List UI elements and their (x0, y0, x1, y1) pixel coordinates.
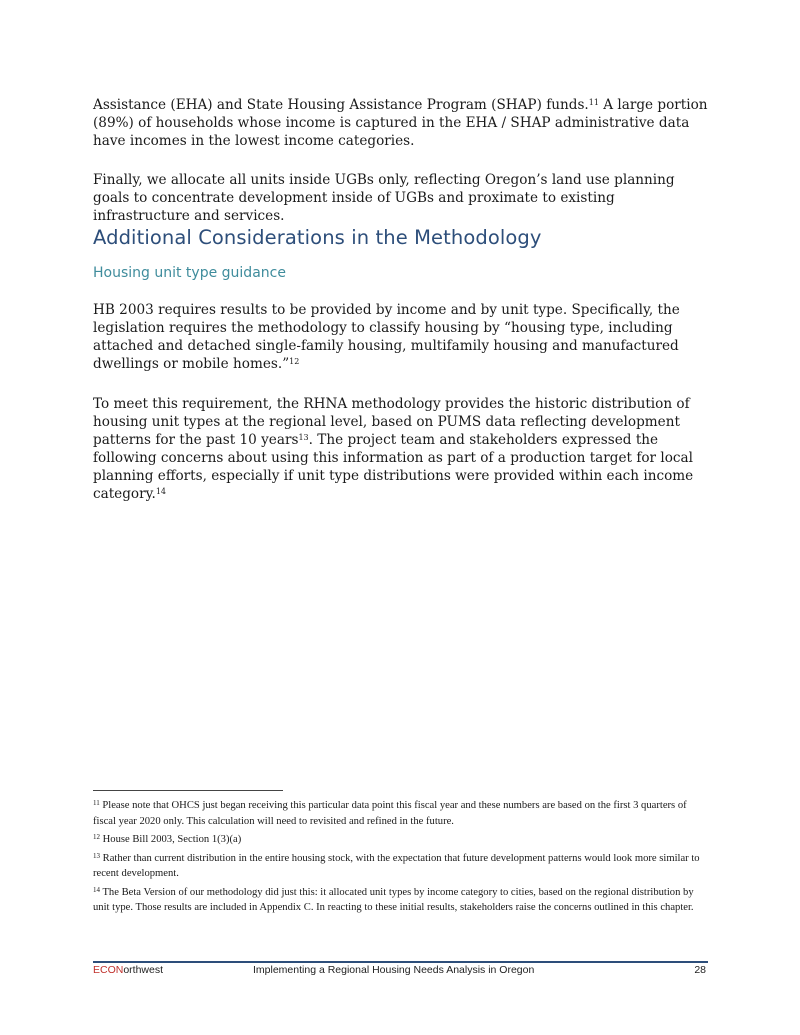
paragraph-funding (93, 96, 710, 150)
footnote-text: The Beta Version of our methodology did just this: it allocated unit types by income category to cities, based on the regional distribution by unit type. Those results are included in Appendix C. In reacting to these initial results, stakeholders raise the concerns outlined in this chapter. (93, 886, 694, 913)
paragraph-requirement (93, 395, 710, 503)
page-number: 28 (694, 964, 706, 976)
footnote-13 (93, 851, 710, 882)
footnote-14 (93, 885, 710, 916)
page-footer (93, 964, 708, 980)
subsection-heading: Housing unit type guidance (93, 265, 286, 281)
footnote-text: Please note that OHCS just began receiving this particular data point this fiscal year and these numbers are based on the first 3 quarters of fiscal year 2020 only. This calculation will need to revisited and refined in the future. (93, 800, 687, 827)
footnote-ref-14[interactable]: 14 (155, 487, 166, 496)
footnote-text: House Bill 2003, Section 1(3)(a) (100, 834, 242, 845)
footnote-ref-12[interactable]: 12 (289, 357, 300, 366)
footer-document-title: Implementing a Regional Housing Needs Analysis in Oregon (253, 964, 535, 976)
org-suffix: orthwest (123, 964, 164, 976)
paragraph-text: HB 2003 requires results to be provided by income and by unit type. Specifically, the legislation requires the methodology to classify housing by “housing type, including attached and detached single-family housing, multifamily housing and manufactured dwellings or mobile homes.” (93, 302, 680, 372)
footnotes (93, 798, 710, 919)
footnote-12 (93, 832, 710, 848)
footnote-number: 13 (93, 851, 100, 860)
paragraph-text: . The project team and stakeholders expressed the following concerns about using this information as part of a production target for local planning efforts, especially if unit type distributions were provided within each income category. (93, 432, 694, 502)
paragraph-text: To meet this requirement, the RHNA methodology provides the historic distribution of housing unit types at the regional level, based on PUMS data reflecting development patterns for the past 10 years (93, 396, 690, 448)
footnote-ref-13[interactable]: 13 (298, 433, 309, 442)
footnote-number: 14 (93, 885, 100, 894)
footer-org-name (93, 964, 163, 976)
paragraph-text: Assistance (EHA) and State Housing Assistance Program (SHAP) funds. (93, 97, 589, 113)
footnote-number: 12 (93, 833, 100, 841)
section-heading: Additional Considerations in the Methodology (93, 226, 542, 249)
footnote-number: 11 (93, 799, 100, 807)
footnote-text: Rather than current distribution in the entire housing stock, with the expectation that future development patterns would look more similar to recent development. (93, 852, 700, 879)
paragraph-ugb-allocation: Finally, we allocate all units inside UGBs only, reflecting Oregon’s land use planning goals to concentrate development inside of UGBs and proximate to existing infrastructure and services. (93, 172, 675, 224)
footnote-ref-11[interactable]: 11 (588, 98, 599, 107)
org-prefix: ECON (93, 964, 124, 976)
footnote-divider (93, 790, 283, 791)
paragraph-hb2003 (93, 301, 710, 373)
paragraph-text: A large portion (89%) of households whose income is captured in the EHA / SHAP administrative data have incomes in the lowest income categories. (93, 97, 708, 149)
footnote-11 (93, 798, 710, 829)
footer-divider (93, 961, 708, 963)
